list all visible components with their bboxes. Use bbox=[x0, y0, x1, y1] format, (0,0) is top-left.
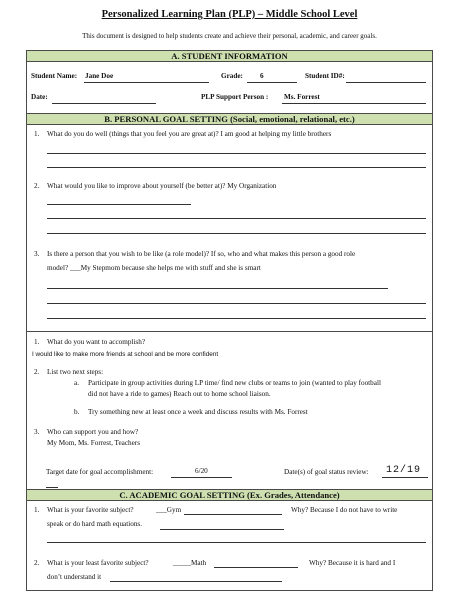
academic-q1-why-cont[interactable]: speak or do hard math equations. bbox=[47, 520, 143, 528]
personal-q2-line-3[interactable] bbox=[47, 233, 426, 234]
personal-q3-line-2[interactable] bbox=[47, 303, 426, 304]
personal-q3-question-cont: model? bbox=[47, 264, 69, 272]
step-a-line-1[interactable]: Participate in group activities during LP time/ find new clubs or teams to join (wanted to play football bbox=[88, 379, 381, 387]
date-label: Date: bbox=[31, 93, 48, 101]
goal-q2-number: 2. bbox=[34, 368, 40, 376]
section-b-heading: B. PERSONAL GOAL SETTING (Social, emotional, relational, etc.) bbox=[27, 113, 432, 125]
academic-q1-number: 1. bbox=[34, 506, 40, 514]
goal-q1-question: What do you want to accomplish? bbox=[47, 338, 146, 346]
academic-q1-why[interactable]: Why? Because I do not have to write bbox=[291, 506, 398, 514]
personal-q3-answer[interactable]: My Stepmom because she helps me with stuff and she is smart bbox=[80, 264, 261, 272]
personal-q2-line-1[interactable] bbox=[47, 204, 191, 205]
personal-q3-answer-line: ___ bbox=[69, 264, 81, 272]
goal-q2-question: List two next steps: bbox=[47, 368, 104, 376]
step-a-letter: a. bbox=[74, 379, 79, 387]
step-a-line-2[interactable]: did not have a ride to games) Reach out to home school liaison. bbox=[88, 390, 271, 398]
personal-q2-question: What would you like to improve about yourself (be better at)? bbox=[47, 182, 226, 190]
personal-q3-line-3[interactable] bbox=[47, 318, 426, 319]
support-person-label: PLP Support Person : bbox=[201, 93, 269, 101]
target-date-line-cont bbox=[46, 487, 58, 488]
academic-q1-line-3[interactable] bbox=[47, 542, 426, 543]
personal-q1-line-1[interactable] bbox=[47, 153, 426, 154]
academic-q1-line[interactable] bbox=[184, 514, 282, 515]
date-field[interactable] bbox=[52, 103, 156, 104]
section-c-heading: C. ACADEMIC GOAL SETTING (Ex. Grades, Attendance) bbox=[27, 489, 432, 501]
student-id-label: Student ID#: bbox=[305, 72, 345, 80]
support-person-line bbox=[282, 103, 426, 104]
grade-label: Grade: bbox=[221, 72, 243, 80]
grade-value[interactable]: 6 bbox=[260, 72, 264, 80]
document-title: Personalized Learning Plan (PLP) – Middle School Level bbox=[101, 9, 358, 20]
academic-q1-line-2[interactable] bbox=[160, 529, 284, 530]
personal-q2-number: 2. bbox=[34, 182, 40, 190]
student-name-line bbox=[84, 82, 209, 83]
review-date-label: Date(s) of goal status review: bbox=[284, 468, 369, 476]
personal-q3-text2 bbox=[47, 264, 261, 272]
personal-q1-question: What do you do well (things that you feel you are great at)? bbox=[47, 130, 219, 138]
target-date-value[interactable]: 6/20 bbox=[195, 467, 208, 475]
academic-q2-question: What is your least favorite subject? bbox=[47, 559, 149, 567]
document-subtitle: This document is designed to help students create and achieve their personal, academic, and career goals. bbox=[82, 32, 377, 40]
goal-q1-answer[interactable]: I would like to make more friends at school and be more confident bbox=[32, 351, 219, 358]
student-id-field[interactable] bbox=[346, 82, 426, 83]
academic-q2-why-cont[interactable]: don’t understand it bbox=[47, 573, 102, 581]
goal-q3-answer[interactable]: My Mom, Ms. Forrest, Teachers bbox=[47, 439, 140, 447]
personal-q3-line-1[interactable] bbox=[47, 288, 388, 289]
academic-q2-answer-wrap: _____Math bbox=[173, 559, 207, 567]
academic-q1-answer[interactable]: Gym bbox=[166, 506, 182, 514]
support-person-value[interactable]: Ms. Forrest bbox=[284, 93, 320, 101]
personal-q2-line-2[interactable] bbox=[47, 218, 426, 219]
academic-q1-question: What is your favorite subject? bbox=[47, 506, 134, 514]
section-b-divider bbox=[27, 331, 432, 332]
personal-q1-answer[interactable]: I am good at helping my little brothers bbox=[220, 130, 332, 138]
review-date-value[interactable]: 12/19 bbox=[386, 465, 422, 476]
personal-q2-text bbox=[47, 182, 276, 190]
target-date-label: Target date for goal accomplishment: bbox=[46, 468, 154, 476]
academic-q1-answer-wrap: ___Gym bbox=[156, 506, 182, 514]
personal-q2-answer[interactable]: My Organization bbox=[227, 182, 277, 190]
academic-q2-line[interactable] bbox=[214, 567, 298, 568]
student-name-value[interactable]: Jane Doe bbox=[85, 72, 114, 80]
personal-q1-number: 1. bbox=[34, 130, 40, 138]
personal-q1-text bbox=[47, 130, 331, 138]
goal-q1-number: 1. bbox=[34, 338, 40, 346]
academic-q2-number: 2. bbox=[34, 559, 40, 567]
grade-line bbox=[247, 82, 297, 83]
step-b-letter: b. bbox=[74, 408, 80, 416]
goal-q3-question: Who can support you and how? bbox=[47, 428, 139, 436]
academic-q2-answer[interactable]: Math bbox=[190, 559, 207, 567]
personal-q3-number: 3. bbox=[34, 250, 40, 258]
personal-q1-line-2[interactable] bbox=[47, 167, 426, 168]
section-a-heading: A. STUDENT INFORMATION bbox=[27, 50, 432, 62]
step-b-text[interactable]: Try something new at least once a week and discuss results with Ms. Forrest bbox=[88, 408, 308, 416]
student-name-label: Student Name: bbox=[31, 72, 78, 80]
academic-q2-why[interactable]: Why? Because it is hard and I bbox=[309, 559, 396, 567]
review-date-line bbox=[382, 477, 428, 478]
target-date-line bbox=[171, 477, 232, 478]
personal-q3-question: Is there a person that you wish to be like (a role model)? If so, who and what makes this person a good role bbox=[47, 250, 356, 258]
goal-q3-number: 3. bbox=[34, 428, 40, 436]
academic-q2-line-2[interactable] bbox=[110, 581, 282, 582]
